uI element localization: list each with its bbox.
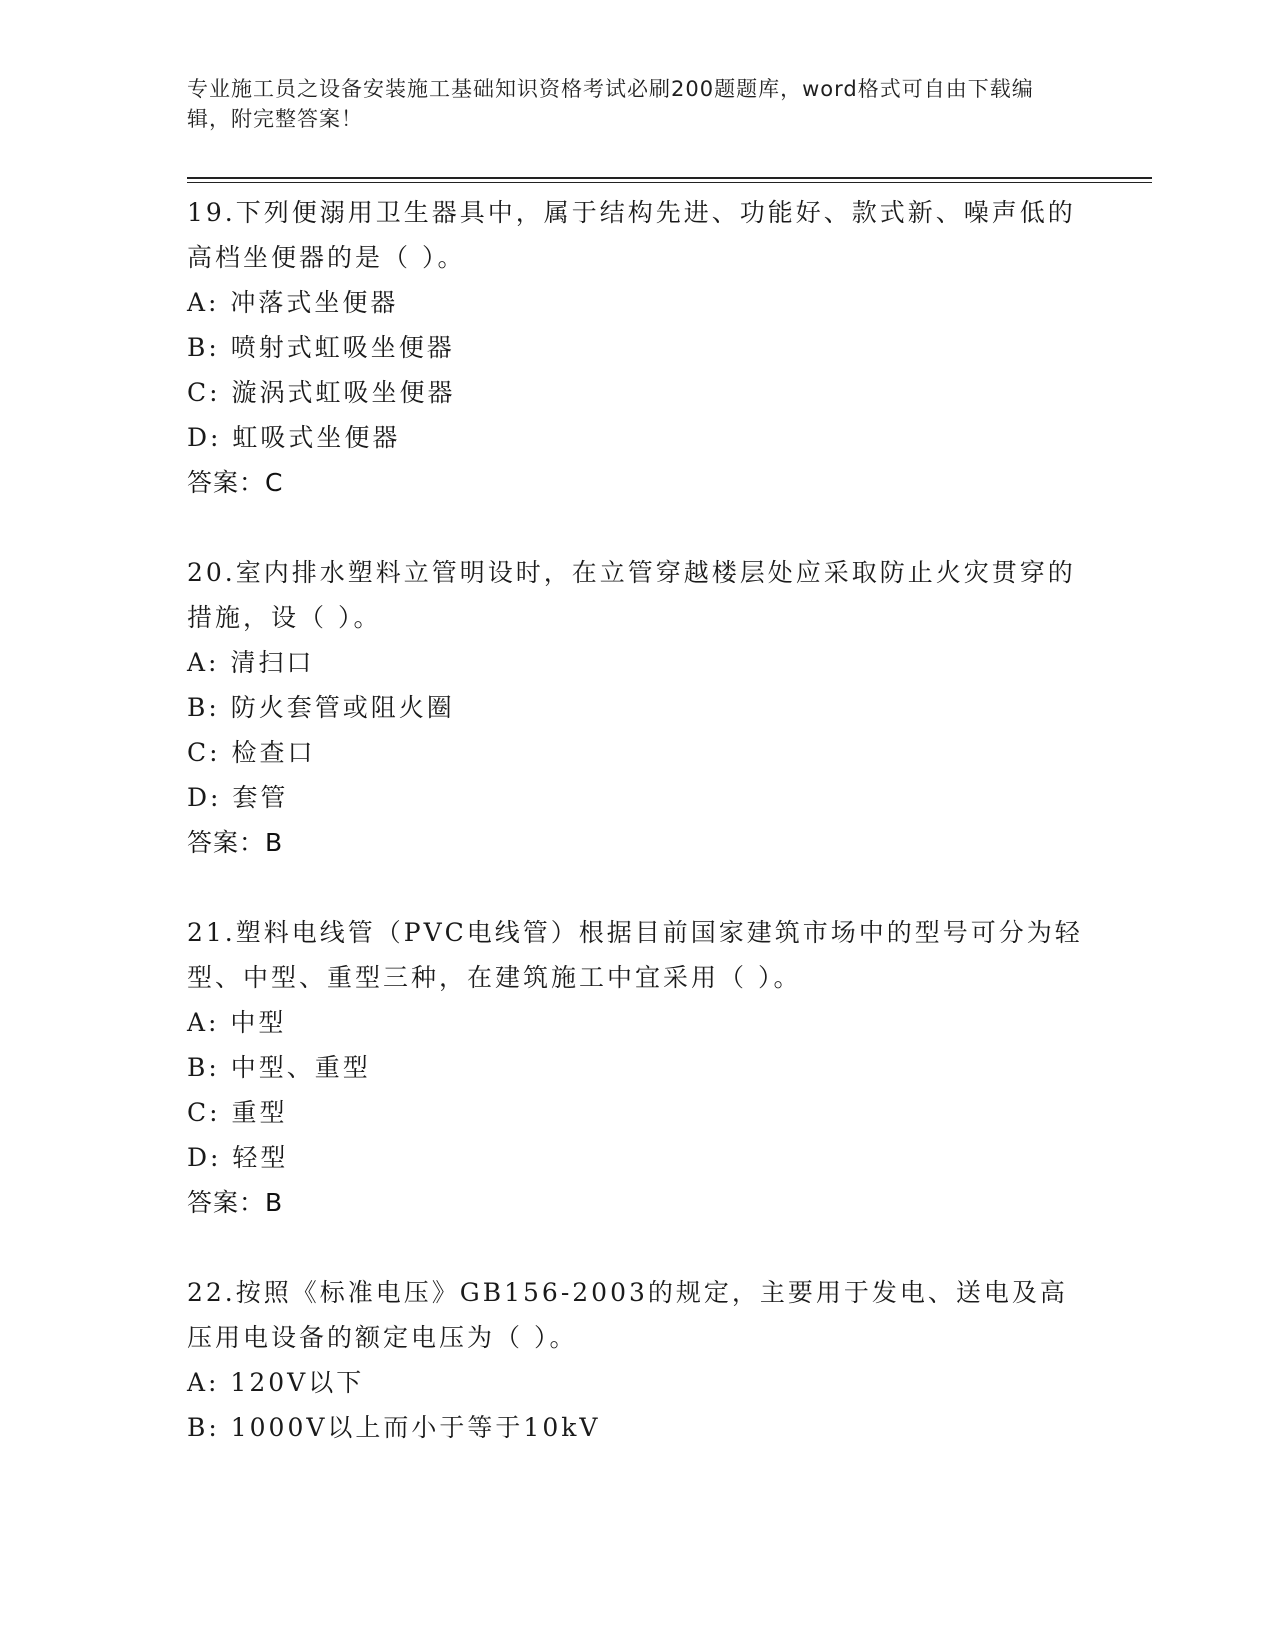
answer-text: 答案：C	[187, 468, 284, 497]
answer-text: 答案：B	[187, 828, 284, 857]
header-rule-thin	[187, 182, 1152, 183]
option-a: A: 120V以下	[187, 1368, 365, 1397]
option-b: B: 防火套管或阻火圈	[187, 693, 455, 722]
question-list	[187, 190, 1087, 1450]
question-stem: 19.下列便溺用卫生器具中，属于结构先进、功能好、款式新、噪声低的高档坐便器的是（ ）。	[187, 198, 1076, 272]
answer-text: 答案：B	[187, 1188, 284, 1217]
option-d: D: 虹吸式坐便器	[187, 423, 401, 452]
question-gap	[187, 505, 1087, 550]
option-b: B: 喷射式虹吸坐便器	[187, 333, 455, 362]
question-20	[187, 550, 1087, 865]
question-stem: 22.按照《标准电压》GB156-2003的规定，主要用于发电、送电及高压用电设备的额定电压为（ ）。	[187, 1278, 1068, 1352]
document-header	[187, 74, 1067, 134]
question-22	[187, 1270, 1087, 1450]
header-text: 专业施工员之设备安装施工基础知识资格考试必刷200题题库，word格式可自由下载编辑，附完整答案！	[187, 77, 1034, 131]
question-stem: 21.塑料电线管（PVC电线管）根据目前国家建筑市场中的型号可分为轻型、中型、重型三种，在建筑施工中宜采用（ ）。	[187, 918, 1083, 992]
option-d: D: 套管	[187, 783, 289, 812]
question-21	[187, 910, 1087, 1225]
option-a: A: 清扫口	[187, 648, 315, 677]
header-rule-thick	[187, 177, 1152, 179]
question-stem: 20.室内排水塑料立管明设时，在立管穿越楼层处应采取防止火灾贯穿的措施，设（ ）。	[187, 558, 1076, 632]
question-gap	[187, 1225, 1087, 1270]
option-a: A: 中型	[187, 1008, 287, 1037]
question-gap	[187, 865, 1087, 910]
option-c: C: 检查口	[187, 738, 316, 767]
option-d: D: 轻型	[187, 1143, 289, 1172]
option-b: B: 中型、重型	[187, 1053, 371, 1082]
option-c: C: 漩涡式虹吸坐便器	[187, 378, 456, 407]
question-19	[187, 190, 1087, 505]
option-a: A: 冲落式坐便器	[187, 288, 399, 317]
option-c: C: 重型	[187, 1098, 288, 1127]
option-b: B: 1000V以上而小于等于10kV	[187, 1413, 601, 1442]
